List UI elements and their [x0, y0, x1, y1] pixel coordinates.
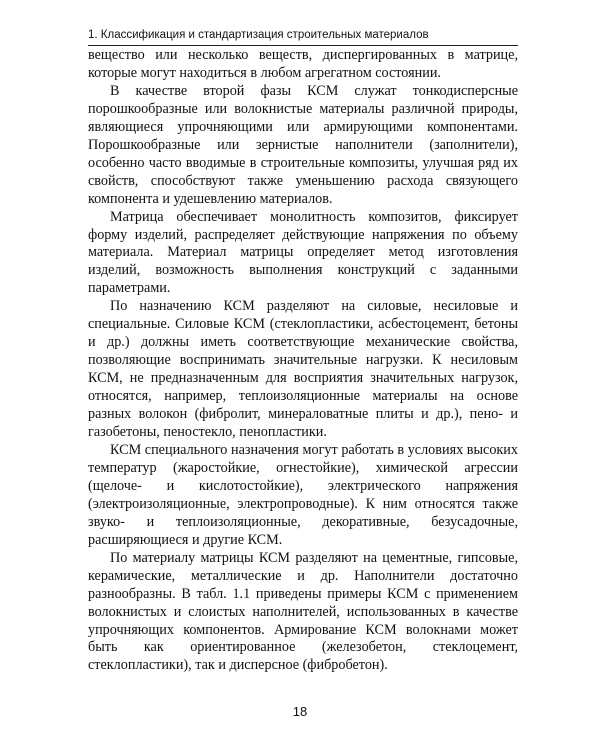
header-divider — [88, 45, 518, 46]
running-header: 1. Классификация и стандартизация строительных материалов — [88, 29, 429, 41]
paragraph-purpose: По назначению КСМ разделяют на силовые, несиловые и специальные. Силовые КСМ (стеклопластики, асбестоцемент, бетоны и др.) должны иметь соответствующие механические свойства, позволяющие воспринимать значительные нагрузки. К несиловым КСМ, не предназначенным для восприятия значительных нагрузок, относятся, например, теплоизоляционные материалы на основе разных волокон (фибролит, минераловатные плиты и др.), пено- и газобетоны, пеностекло, пенопластики. — [88, 298, 518, 441]
paragraph-matrix-material: По материалу матрицы КСМ разделяют на цементные, гипсовые, керамические, металлические и др. Наполнители достаточно разнообразны. В табл. 1.1 приведены примеры КСМ с применением волокнистых и слоистых наполнителей, использованных в качестве упрочняющих компонентов. Армирование КСМ волокнами может быть как ориентированное (железобетон, стеклоцемент, стеклопластики), так и дисперсное (фибробетон). — [88, 549, 518, 674]
paragraph-special: КСМ специального назначения могут работать в условиях высоких температур (жаростойкие, огнестойкие), химической агрессии (щелоче- и кислотостойкие), электрического напряжения (электроизоляционные, электропроводные). К ним относятся также звуко- и теплоизоляционные, декоративные, безусадочные, расширяющиеся и другие КСМ. — [88, 441, 518, 548]
paragraph-matrix: Матрица обеспечивает монолитность композитов, фиксирует форму изделий, распределяет действующие напряжения по объему материала. Материал матрицы определяет метод изготовления изделий, возможность выполнения конструкций с заданными параметрами. — [88, 208, 518, 297]
paragraph-continuation: вещество или несколько веществ, диспергированных в матрице, которые могут находиться в любом агрегатном состоянии. — [88, 47, 518, 81]
page-body — [88, 47, 518, 675]
page-number: 18 — [292, 704, 308, 719]
paragraph-second-phase: В качестве второй фазы КСМ служат тонкодисперсные порошкообразные или волокнистые материалы различной природы, являющиеся упрочняющими или армирующими компонентами. Порошкообразные или зернистые наполнители (заполнители), особенно часто вводимые в строительные композиты, улучшая ряд их свойств, способствуют также уменьшению расхода связующего компонента и удешевлению материалов. — [88, 82, 518, 207]
